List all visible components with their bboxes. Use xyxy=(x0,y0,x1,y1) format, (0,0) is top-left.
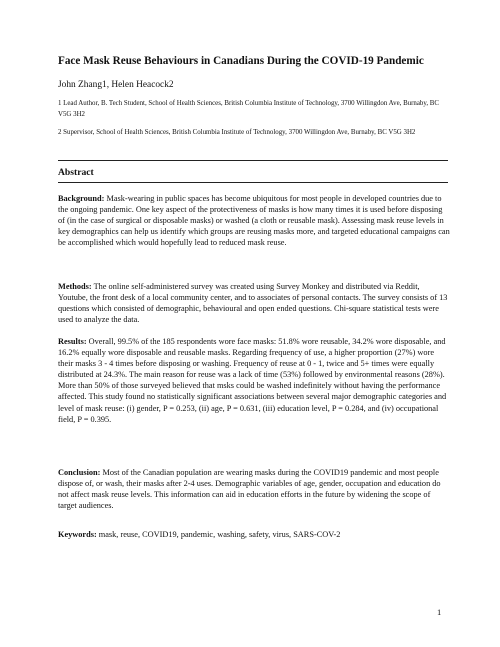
background-text: Mask-wearing in public spaces has become ubiquitous for most people in developed countries due to the ongoing pandemic. One key aspect of the protectiveness of masks is how many times it is used before disposing of (in the case of surgical or disposable masks) or washed (a cloth or reusable mask). Assessing mask reuse levels in key demographics can help us identify which groups are reusing masks more, and targeted educational campaigns can be accomplished which would hopefully lead to reduced mask reuse. xyxy=(58,194,450,248)
methods-paragraph xyxy=(58,281,450,325)
conclusion-paragraph xyxy=(58,467,450,511)
keywords-text: mask, reuse, COVID19, pandemic, washing, safety, virus, SARS-COV-2 xyxy=(96,530,341,539)
results-text: Overall, 99.5% of the 185 respondents wore face masks: 51.8% wore reusable, 34.2% wore disposable, and 16.2% equally wore disposable and reusable masks. Regarding frequency of use, a higher proportion (27%) wore their masks 3 - 4 times before disposing or washing. Frequency of reuse at 0 - 1, twice and 5+ times were equally distributed at 24.3%. The main reason for reuse was a lack of time (53%) followed by environmental reasons (28%). More than 50% of those surveyed believed that msks could be washed indefinitely without having the performance affected. This study found no statistically significant associations between several major demographic categories and level of mask reuse: (i) gender, P = 0.253, (ii) age, P = 0.631, (iii) education level, P = 0.284, and (iv) occupational field, P = 0.395. xyxy=(58,337,447,424)
divider-top xyxy=(58,160,448,161)
methods-text: The online self-administered survey was created using Survey Monkey and distributed via Reddit, Youtube, the front desk of a local community center, and to associates of personal contacts. The survey consists of 13 questions which consisted of demographic, behavioural and open ended questions. Chi-square statistical tests were used to analyze the data. xyxy=(58,282,448,325)
results-paragraph xyxy=(58,336,450,425)
keywords-paragraph xyxy=(58,529,450,540)
conclusion-text: Most of the Canadian population are wearing masks during the COVID19 pandemic and most people dispose of, or wash, their masks after 2-4 uses. Demographic variables of age, gender, occupation and education do not affect mask reuse levels. This information can aid in education efforts in the future by widening the scope of target audiences. xyxy=(58,468,441,511)
keywords-label: Keywords: xyxy=(58,530,97,539)
abstract-heading: Abstract xyxy=(58,167,94,178)
background-label: Background: xyxy=(58,194,105,203)
results-label: Results: xyxy=(58,337,87,346)
affiliation-1: 1 Lead Author, B. Tech Student, School of Health Sciences, British Columbia Institute of Technology, 3700 Willingdon Ave, Burnaby, BC V5G 3H2 xyxy=(58,100,439,118)
affiliation-2: 2 Supervisor, School of Health Sciences, British Columbia Institute of Technology, 3700 Willingdon Ave, Burnaby, BC V5G 3H2 xyxy=(58,129,416,136)
page-number: 1 xyxy=(437,607,442,617)
conclusion-label: Conclusion: xyxy=(58,468,101,477)
paper-title: Face Mask Reuse Behaviours in Canadians During the COVID-19 Pandemic xyxy=(58,55,424,67)
author-list: John Zhang1, Helen Heacock2 xyxy=(58,80,174,90)
background-paragraph xyxy=(58,193,450,248)
divider-abstract xyxy=(58,182,448,183)
methods-label: Methods: xyxy=(58,282,92,291)
